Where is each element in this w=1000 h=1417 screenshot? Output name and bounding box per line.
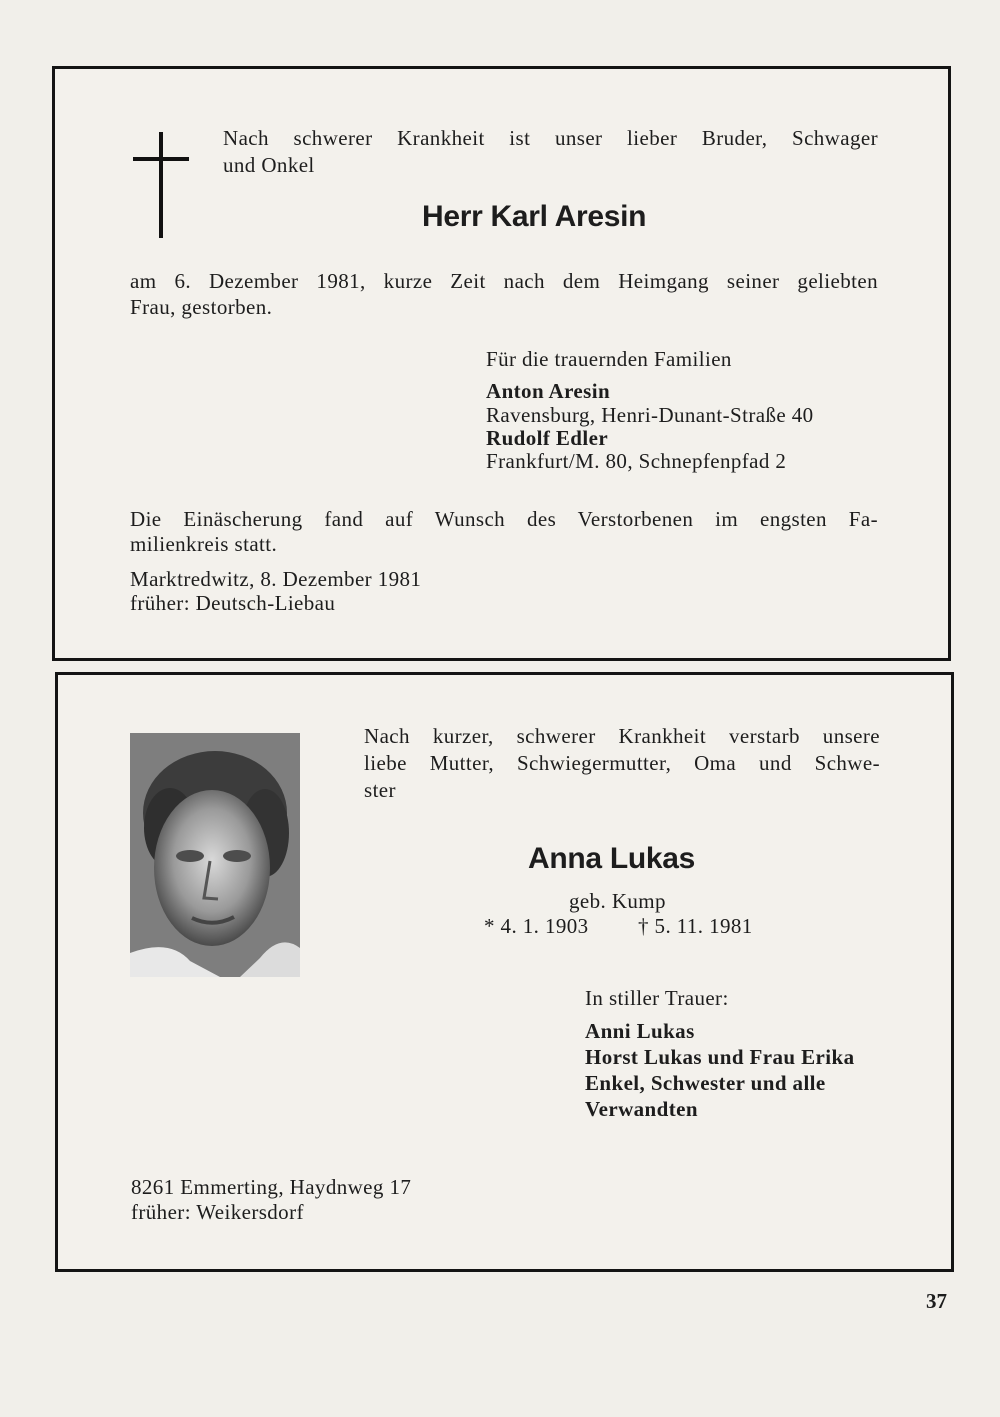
obituary-anna-lukas — [55, 672, 954, 1272]
mourner-name: Verwandten — [585, 1097, 698, 1121]
obituary-karl-aresin — [52, 66, 951, 661]
death-date: † 5. 11. 1981 — [638, 914, 753, 938]
intro-line-1: Nach schwerer Krankheit ist unser lieber Bruder, Schwager — [223, 126, 878, 150]
birth-date: * 4. 1. 1903 — [484, 914, 589, 938]
former-residence: früher: Deutsch-Liebau — [130, 591, 336, 615]
intro-line-3: ster — [364, 778, 396, 802]
mourners-heading: Für die trauernden Familien — [486, 347, 732, 371]
death-line-2: Frau, gestorben. — [130, 295, 273, 319]
intro-line-1: Nach kurzer, schwerer Krankheit verstarb unsere — [364, 724, 880, 748]
page-number: 37 — [926, 1289, 947, 1313]
portrait-photo — [130, 733, 300, 977]
mourner-name: Enkel, Schwester und alle — [585, 1071, 826, 1095]
deceased-name: Anna Lukas — [528, 842, 696, 875]
mourner-name: Horst Lukas und Frau Erika — [585, 1045, 855, 1069]
mourner-name: Anni Lukas — [585, 1019, 695, 1043]
intro-line-2: liebe Mutter, Schwiegermutter, Oma und Schwe- — [364, 751, 880, 775]
mourner-name: Anton Aresin — [486, 379, 611, 403]
mourning-heading: In stiller Trauer: — [585, 986, 729, 1010]
mourner-address: Ravensburg, Henri-Dunant-Straße 40 — [486, 403, 814, 427]
deceased-name: Herr Karl Aresin — [422, 200, 647, 233]
maiden-name: geb. Kump — [569, 889, 666, 913]
place-date: Marktredwitz, 8. Dezember 1981 — [130, 567, 422, 591]
former-residence: früher: Weikersdorf — [131, 1200, 304, 1224]
cremation-line-1: Die Einäscherung fand auf Wunsch des Verstorbenen im engsten Fa- — [130, 507, 878, 531]
intro-line-2: und Onkel — [223, 153, 315, 177]
death-line-1: am 6. Dezember 1981, kurze Zeit nach dem Heimgang seiner geliebten — [130, 269, 878, 293]
mourner-name: Rudolf Edler — [486, 426, 609, 450]
cremation-line-2: milienkreis statt. — [130, 532, 278, 556]
address: 8261 Emmerting, Haydnweg 17 — [131, 1175, 412, 1199]
mourner-address: Frankfurt/M. 80, Schnepfenpfad 2 — [486, 449, 787, 473]
